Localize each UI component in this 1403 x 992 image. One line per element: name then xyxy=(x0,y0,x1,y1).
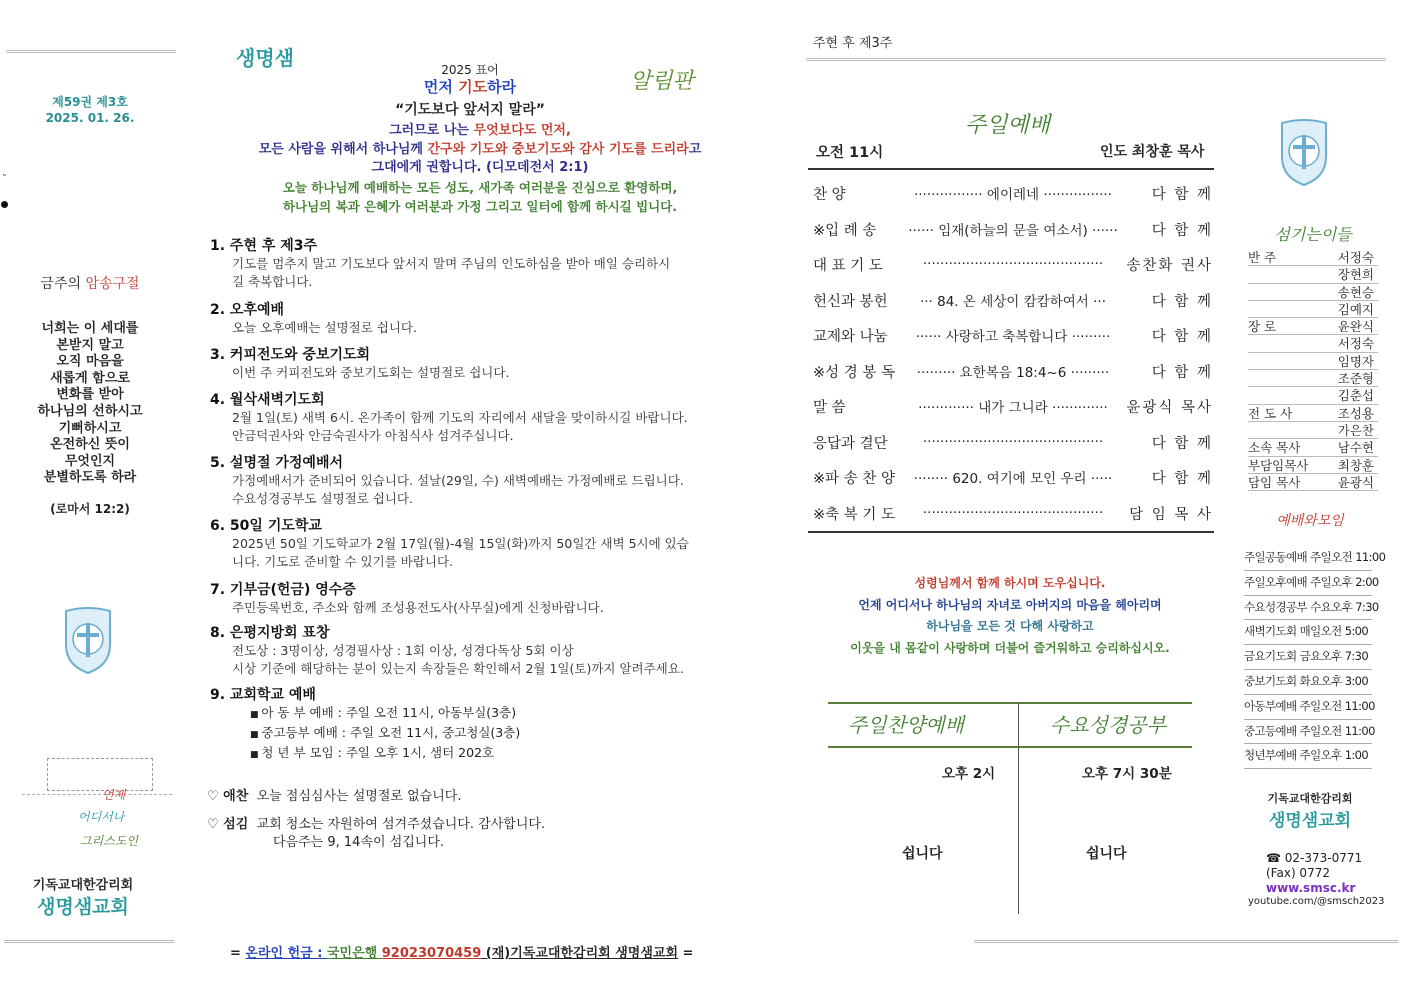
fax: (Fax) 0772 xyxy=(1266,866,1330,880)
church-logo-icon xyxy=(62,605,114,675)
schedule-list: 주일공동예배 주일오전 11:00 주일오후예배 주일오후 2:00 수요성경공부 수요오후 7:30 새벽기도회 매일오전 5:00 금요기도회 금요오후 7:30 중보기도회 화요오후 3:00 아동부예배 주일오전 11:00 중고등예배 주일오전 11:00 청년부예배 주일오후 1:00 xyxy=(1244,546,1372,769)
year-motto: 먼저 기도하라 xyxy=(423,78,517,96)
schedule-title: 예배와모임 xyxy=(1276,513,1344,529)
notice-7: 7. 기부금(헌금) 영수증 주민등록번호, 주소와 함께 조성용전도사(사무실)에게 신청바랍니다. xyxy=(210,582,604,615)
volume-info: 제59권 제3호 2025. 01. 26. xyxy=(45,95,135,125)
right-org-name: 기독교대한감리회 xyxy=(1267,792,1353,805)
services-rule-mid xyxy=(828,746,1192,748)
left-church-name: 생명샘교회 xyxy=(37,896,129,918)
memory-verse-text: 너희는 이 세대를 본받지 말고 오직 마음을 새롭게 함으로 변화를 받아 하나님의 선하시고 기뻐하시고 온전하신 뜻이 무엇인지 분별하도록 하라 xyxy=(37,321,143,486)
welcome-message: 오늘 하나님께 예배하는 모든 성도, 새가족 여러분을 진심으로 환영하며, 하나님의 복과 은혜가 여러분과 가정 그리고 일터에 함께 하시길 빕니다. xyxy=(282,180,678,214)
notice-board-title: 알림판 xyxy=(630,69,694,94)
notice-6: 6. 50일 기도학교 2025년 50일 기도학교가 2월 17일(월)-4월 15일(화)까지 50일간 새벽 5시에 있습 니다. 기도로 준비할 수 있기를 바랍니다. xyxy=(210,518,689,569)
order-row: ※축 복 기 도 ·········································· 담 임 목 사 xyxy=(813,505,1213,523)
bottom-rule-left xyxy=(4,940,174,943)
left-org-name: 기독교대한감리회 xyxy=(32,878,134,893)
notice-9: 9. 교회학교 예배 ■ 아 동 부 예배 : 주일 오전 11시, 아동부실(3층) ■ 중고등부 예배 : 주일 오전 11시, 중고청실(3층) ■ 청 년 부 모임 : 주일 오후 1시, 샘터 202호 xyxy=(210,684,760,764)
wednesday-study-title: 수요성경공부 xyxy=(1050,713,1166,737)
order-row: 찬 양 ················ 에이레네 ················ 다 함 께 xyxy=(813,186,1213,203)
order-row: 응답과 결단 ·········································· 다 함 께 xyxy=(813,434,1213,452)
worship-time: 오전 11시 xyxy=(816,145,884,161)
slogan-box xyxy=(47,758,153,791)
services-rule-top xyxy=(828,702,1192,704)
church-logo-icon-right xyxy=(1278,117,1330,187)
worship-table-rule-bottom xyxy=(808,531,1214,533)
sunday-praise-time: 오후 2시 xyxy=(942,766,996,782)
fellowship-meal: ♡ 애찬 오늘 점심심사는 설명절로 없습니다. xyxy=(207,789,462,804)
app-name: 생명샘 xyxy=(236,46,294,70)
closing-exhortation: 성령님께서 함께 하시며 도우십니다. 언제 어디서나 하나님의 자녀로 아버지의 마음을 헤아리며 하나님을 모든 것 다해 사랑하고 이웃을 내 몸같이 사랑하며 더불어 즐거워하고 승리하십시오. xyxy=(850,576,1170,655)
wednesday-study-time: 오후 7시 30분 xyxy=(1082,766,1172,782)
slogan-divider xyxy=(22,794,172,795)
order-row: 대 표 기 도 ·········································· 송찬화 권사 xyxy=(813,256,1213,274)
slogan-1: 언제 xyxy=(102,788,126,802)
worship-table-rule xyxy=(808,168,1214,170)
memory-verse-title: 금주의 암송구절 xyxy=(40,276,140,292)
worship-leader: 인도 최창훈 목사 xyxy=(1100,144,1205,160)
bullet-dot xyxy=(1,201,8,208)
notice-4: 4. 월삭새벽기도회 2월 1일(토) 새벽 6시. 온가족이 함께 기도의 자리에서 새달을 맞이하시길 바랍니다. 안금덕권사와 안금숙권사가 아침식사 섬겨주십니다. xyxy=(210,392,688,443)
online-offering: = 온라인 헌금 : 국민은행 92023070459 (재)기독교대한감리회 생명샘교회 = xyxy=(230,946,694,961)
tick-mark: ˘ xyxy=(2,174,7,185)
order-row: 말 씀 ············· 내가 그니라 ············· 윤광식 목사 xyxy=(813,399,1213,416)
sub-motto: “기도보다 앞서지 말라” xyxy=(395,102,545,118)
website-link[interactable]: www.smsc.kr xyxy=(1266,881,1356,895)
memory-verse-ref: (로마서 12:2) xyxy=(50,502,130,516)
sunday-praise-title: 주일찬양예배 xyxy=(848,713,964,737)
staff-title: 섬기는이들 xyxy=(1274,225,1352,244)
youtube-link[interactable]: youtube.com/@smsch2023 xyxy=(1248,896,1385,907)
week-label: 주현 후 제3주 xyxy=(813,36,893,51)
wednesday-study-status: 쉽니다 xyxy=(1086,846,1127,862)
sunday-praise-status: 쉽니다 xyxy=(902,846,943,862)
order-row: 헌신과 봉헌 ··· 84. 온 세상이 캄캄하여서 ··· 다 함 께 xyxy=(813,293,1213,310)
services-divider xyxy=(1018,702,1019,914)
slogan-2: 어디서나 xyxy=(78,810,125,824)
bottom-rule-right xyxy=(974,940,1398,943)
order-row: ※파 송 찬 양 ········ 620. 여기에 모인 우리 ····· 다 함 께 xyxy=(813,470,1213,487)
slogan-3: 그리스도인 xyxy=(80,834,138,848)
notice-8: 8. 은평지방회 표창 전도상 : 3명이상, 성경필사상 : 1회 이상, 성경다독상 5회 이상 시상 기준에 해당하는 분이 있는지 속장들은 확인해서 2월 1일(토)까지 알려주세요. xyxy=(210,625,684,676)
notice-3: 3. 커피전도와 중보기도회 이번 주 커피전도와 중보기도회는 설명절로 쉽니다. xyxy=(210,347,510,380)
order-row: ※입 례 송 ······ 임재(하늘의 문을 여소서) ······ 다 함 께 xyxy=(813,222,1213,239)
sunday-worship-title: 주일예배 xyxy=(965,113,1051,138)
service-duty: ♡ 섬김 교회 청소는 자원하여 섬겨주셨습니다. 감사합니다. 다음주는 9, 14속이 섬깁니다. xyxy=(207,817,546,850)
phone: ☎ 02-373-0771 xyxy=(1266,851,1363,865)
notice-2: 2. 오후예배 오늘 오후예배는 설명절로 쉽니다. xyxy=(210,302,417,335)
top-rule-left xyxy=(6,50,176,53)
order-row: ※성 경 봉 독 ········· 요한복음 18:4~6 ········· 다 함 께 xyxy=(813,364,1213,381)
order-row: 교제와 나눔 ······ 사랑하고 축복합니다 ········· 다 함 께 xyxy=(813,328,1213,345)
top-rule-right xyxy=(806,58,1386,61)
staff-list: 반 주 서정숙 장현희 송현승 김예지 장 로 윤완식 서정숙 임명자 조준형 김춘섭 전 도 사 조성용 가은찬 소속 목사 남수현 부담임목사 최창훈 담임 목사 윤광식 xyxy=(1248,249,1378,491)
year-motto-label: 2025 표어 xyxy=(441,63,499,77)
scripture: 그러므로 나는 무엇보다도 먼저, 모든 사람을 위해서 하나님께 간구와 기도와 중보기도와 감사 기도를 드리라고 그대에게 권합니다. (디모데전서 2:1) xyxy=(258,123,702,175)
notice-5: 5. 설명절 가정예배서 가정예배서가 준비되어 있습니다. 설날(29일, 수) 새벽예배는 가정예배로 드립니다. 수요성경공부도 설명절로 쉽니다. xyxy=(210,455,684,506)
right-church-name: 생명샘교회 xyxy=(1268,811,1352,831)
notice-1: 1. 주현 후 제3주 기도를 멈추지 말고 기도보다 앞서지 말며 주님의 인도하심을 받아 매일 승리하시 길 축복합니다. xyxy=(210,238,671,289)
